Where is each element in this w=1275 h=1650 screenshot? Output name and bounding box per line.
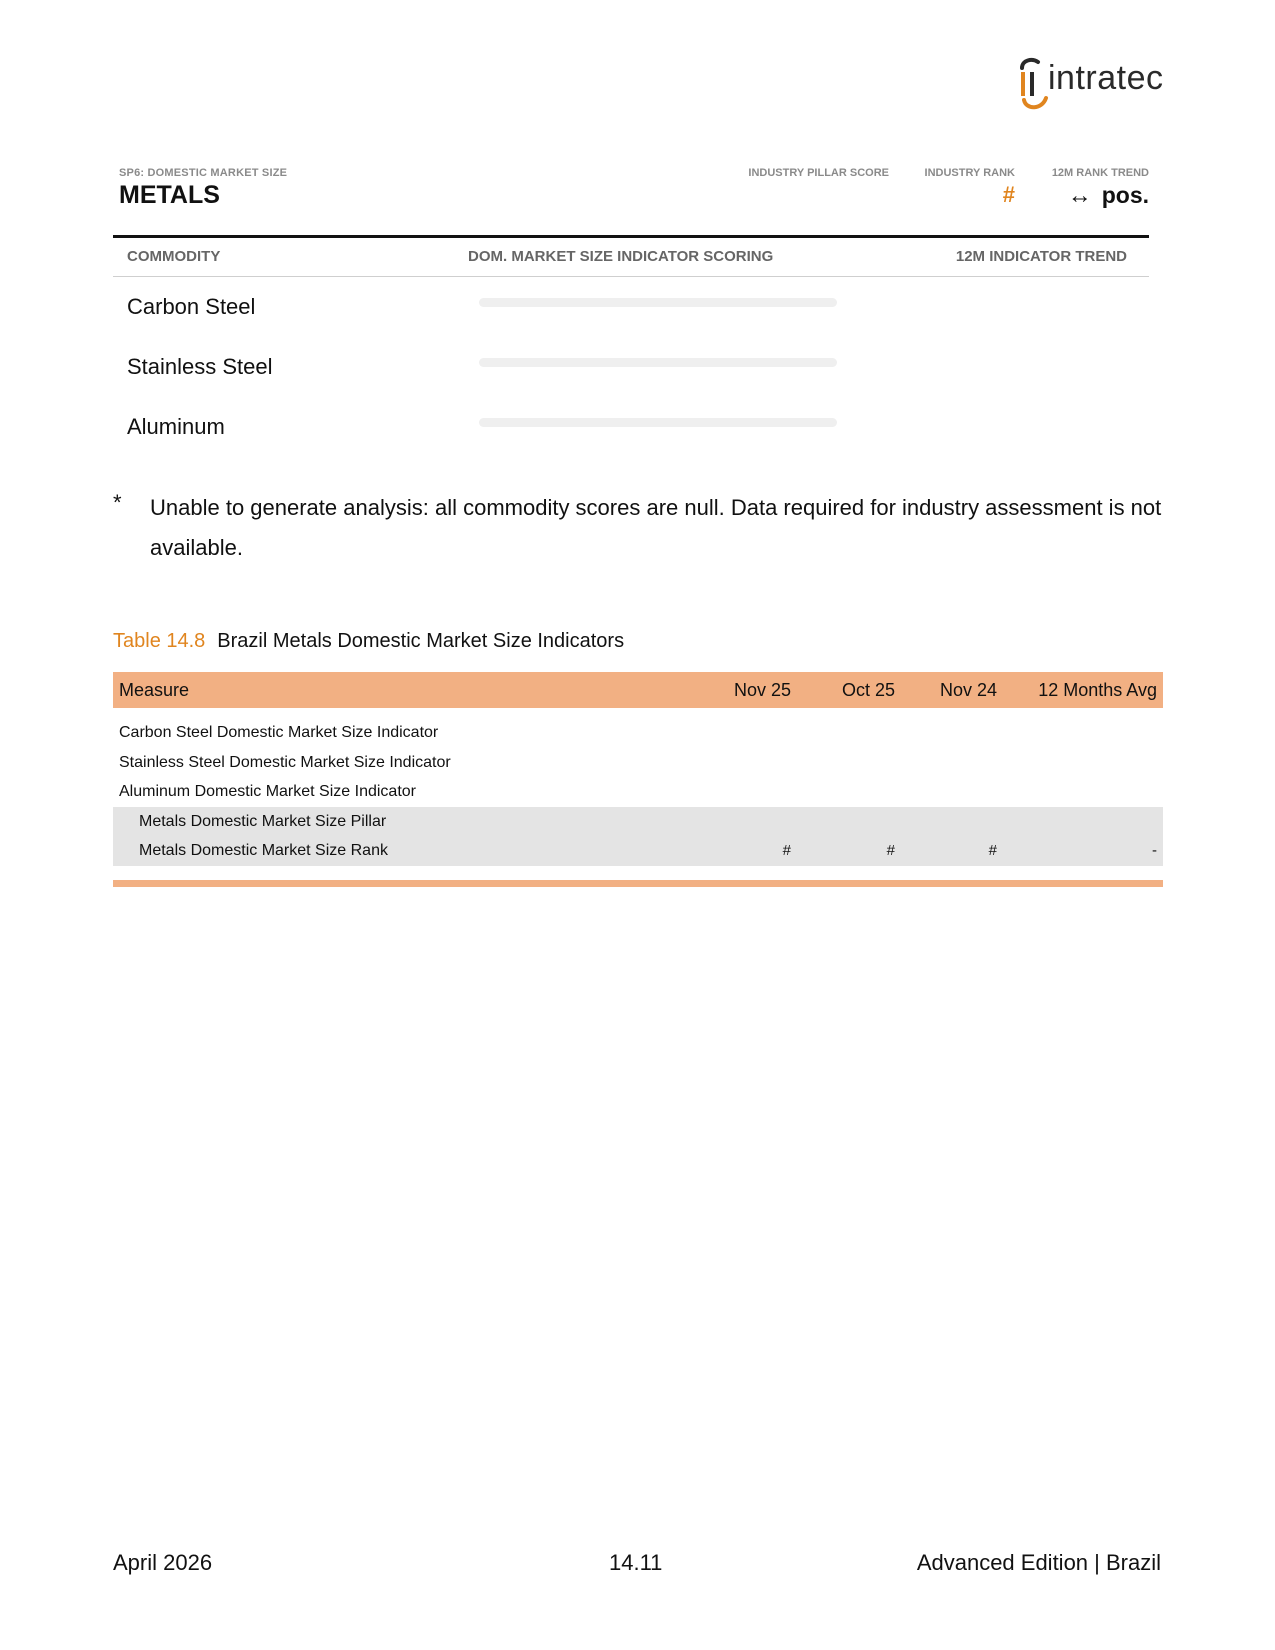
page-number: 14.11 bbox=[609, 1550, 663, 1575]
rank-trend-label: 12M RANK TREND bbox=[1051, 167, 1149, 179]
table-row bbox=[113, 807, 1163, 837]
table-row bbox=[113, 718, 1163, 748]
table-row bbox=[113, 748, 1163, 778]
value-cell: - bbox=[1152, 842, 1157, 859]
oct25-column-header: Oct 25 bbox=[841, 680, 895, 700]
table-row bbox=[113, 836, 1163, 866]
note-text: Unable to generate analysis: all commodity scores are null. Data required for industry assessment is not available. bbox=[150, 495, 1162, 560]
measure-cell: Stainless Steel Domestic Market Size Indicator bbox=[119, 753, 451, 771]
page-title: METALS bbox=[119, 181, 220, 209]
avg-column-header: 12 Months Avg bbox=[1038, 680, 1157, 700]
commodity-name: Stainless Steel bbox=[127, 354, 273, 379]
industry-rank-value: # bbox=[1002, 182, 1015, 207]
table-body bbox=[113, 718, 1163, 866]
commodity-name: Carbon Steel bbox=[127, 294, 256, 319]
scoring-table-header bbox=[113, 238, 1149, 277]
value-cell: # bbox=[988, 842, 997, 859]
score-bar-track bbox=[479, 298, 837, 307]
section-kicker: SP6: DOMESTIC MARKET SIZE bbox=[119, 167, 288, 179]
commodity-name: Aluminum bbox=[127, 414, 225, 439]
indicators-table bbox=[113, 672, 1163, 866]
industry-rank-label: INDUSTRY RANK bbox=[924, 167, 1015, 179]
commodity-row bbox=[113, 398, 1149, 458]
footer-edition: Advanced Edition | Brazil bbox=[916, 1550, 1161, 1575]
score-bar-track bbox=[479, 358, 837, 367]
footnote-marker: * bbox=[113, 490, 122, 515]
commodity-row bbox=[113, 338, 1149, 398]
table-caption bbox=[113, 630, 624, 653]
value-cell: # bbox=[886, 842, 895, 859]
intratec-logo bbox=[1018, 56, 1168, 112]
measure-column-header: Measure bbox=[119, 680, 190, 700]
commodity-row bbox=[113, 278, 1149, 338]
commodity-column-header: COMMODITY bbox=[127, 248, 221, 265]
brand-name: intratec bbox=[1048, 59, 1164, 97]
value-cell: # bbox=[782, 842, 791, 859]
table-title: Brazil Metals Domestic Market Size Indicators bbox=[217, 630, 625, 652]
nov24-column-header: Nov 24 bbox=[939, 680, 997, 700]
measure-cell: Aluminum Domestic Market Size Indicator bbox=[119, 783, 416, 800]
left-right-arrow-icon: ↔ bbox=[1067, 182, 1092, 209]
trend-column-header: 12M INDICATOR TREND bbox=[955, 248, 1127, 265]
nov25-column-header: Nov 25 bbox=[733, 680, 791, 700]
table-number: Table 14.8 bbox=[113, 630, 206, 652]
table-bottom-bar bbox=[113, 880, 1163, 887]
rank-trend-text: pos. bbox=[1101, 182, 1149, 208]
pillar-score-label: INDUSTRY PILLAR SCORE bbox=[748, 167, 889, 179]
table-row bbox=[113, 777, 1163, 807]
scoring-column-header: DOM. MARKET SIZE INDICATOR SCORING bbox=[468, 248, 774, 265]
section-header bbox=[113, 165, 1149, 235]
measure-cell: Metals Domestic Market Size Rank bbox=[139, 842, 388, 859]
measure-cell: Metals Domestic Market Size Pillar bbox=[139, 812, 387, 830]
score-bar-track bbox=[479, 418, 837, 427]
footer-date: April 2026 bbox=[113, 1550, 213, 1575]
table-header-row bbox=[113, 672, 1163, 708]
measure-cell: Carbon Steel Domestic Market Size Indicator bbox=[119, 724, 439, 741]
rank-trend-value bbox=[1068, 182, 1149, 210]
